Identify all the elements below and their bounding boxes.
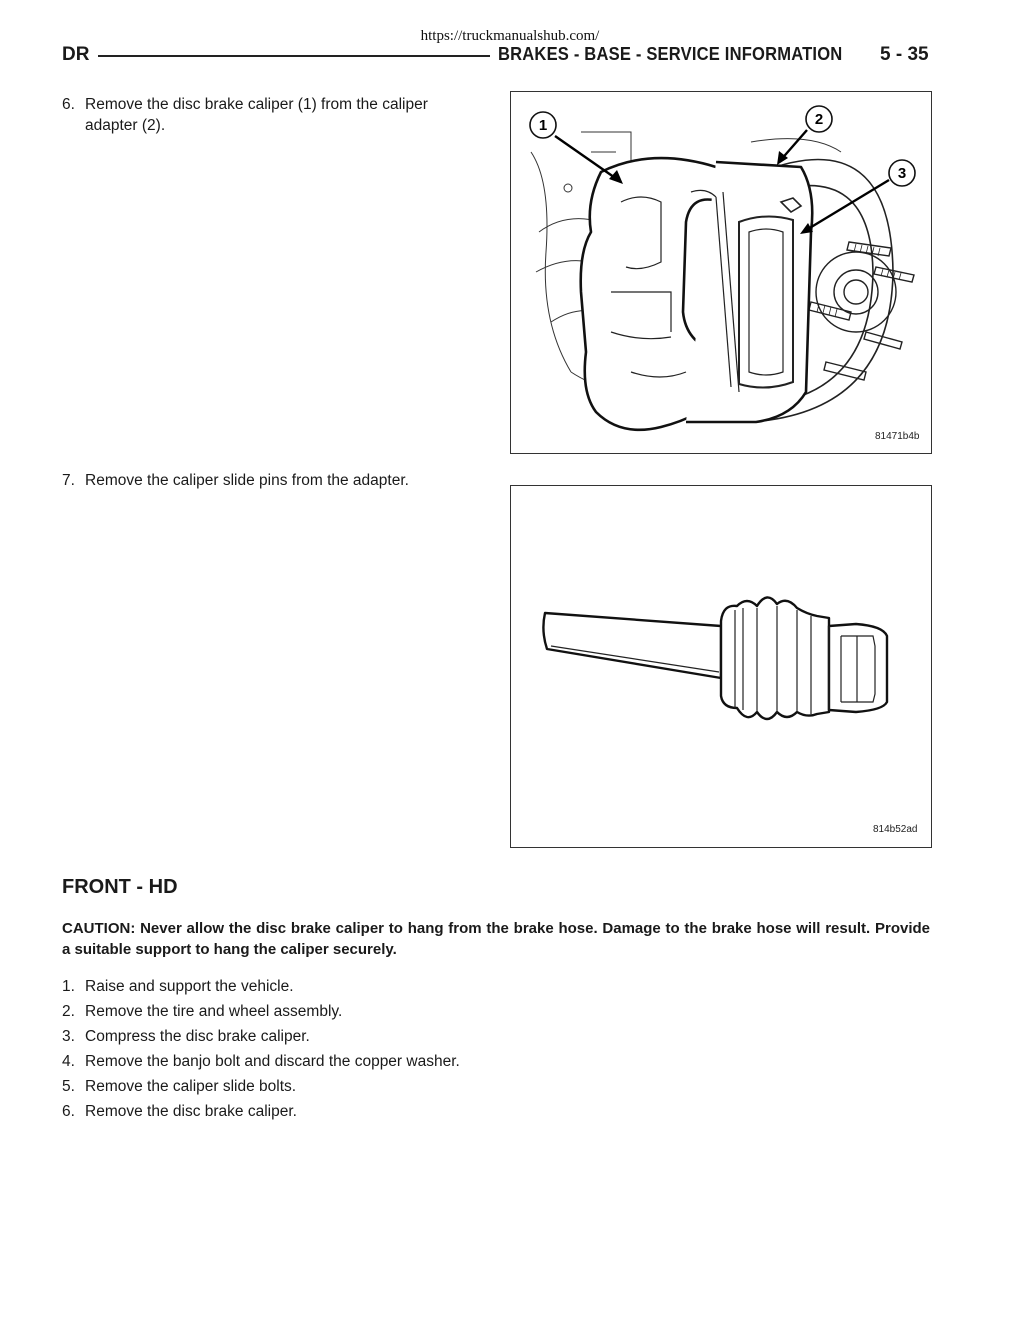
- figure-code: 81471b4b: [875, 431, 920, 442]
- callout-1-label: 1: [538, 117, 548, 134]
- step-text: Compress the disc brake caliper.: [85, 1028, 310, 1045]
- step-number: 7.: [62, 472, 75, 489]
- step-number: 5.: [62, 1078, 75, 1095]
- step-text: Remove the caliper slide bolts.: [85, 1078, 297, 1095]
- callout-2-label: 2: [814, 111, 824, 128]
- step-number: 3.: [62, 1028, 75, 1045]
- figure-caliper-removal: [510, 91, 932, 454]
- step-number: 4.: [62, 1053, 75, 1070]
- step-text: Remove the banjo bolt and discard the copper washer.: [85, 1053, 460, 1070]
- slide-pin-illustration: [511, 486, 931, 847]
- step-6-remove-caliper: [62, 94, 482, 138]
- callout-3-label: 3: [897, 165, 907, 182]
- step-7-remove-slide-pins: [62, 470, 482, 492]
- step-text: Remove the disc brake caliper.: [85, 1103, 297, 1120]
- header-model: DR: [62, 44, 90, 65]
- section-title: FRONT - HD: [62, 876, 178, 898]
- figure-slide-pin: [510, 485, 932, 848]
- step-number: 1.: [62, 978, 75, 995]
- step-text: Raise and support the vehicle.: [85, 978, 294, 995]
- step-number: 6.: [62, 96, 75, 113]
- caliper-illustration: [511, 92, 931, 453]
- step-text-line-2: adapter (2).: [85, 117, 166, 134]
- figure-code: 814b52ad: [873, 824, 918, 835]
- step-number: 2.: [62, 1003, 75, 1020]
- header-rule: [98, 55, 490, 57]
- header-title: BRAKES - BASE - SERVICE INFORMATION: [498, 44, 843, 64]
- caution-note: CAUTION: Never allow the disc brake caliper to hang from the brake hose. Damage to the brake hose will result. Provide a suitable support to hang the caliper securely.: [62, 920, 930, 958]
- step-text: Remove the tire and wheel assembly.: [85, 1003, 343, 1020]
- step-number: 6.: [62, 1103, 75, 1120]
- step-text: Remove the caliper slide pins from the adapter.: [85, 472, 409, 489]
- step-text-line-1: Remove the disc brake caliper (1) from the caliper: [85, 96, 428, 113]
- source-url[interactable]: https://truckmanualshub.com/: [420, 28, 600, 44]
- header-page-number: 5 - 35: [880, 44, 929, 65]
